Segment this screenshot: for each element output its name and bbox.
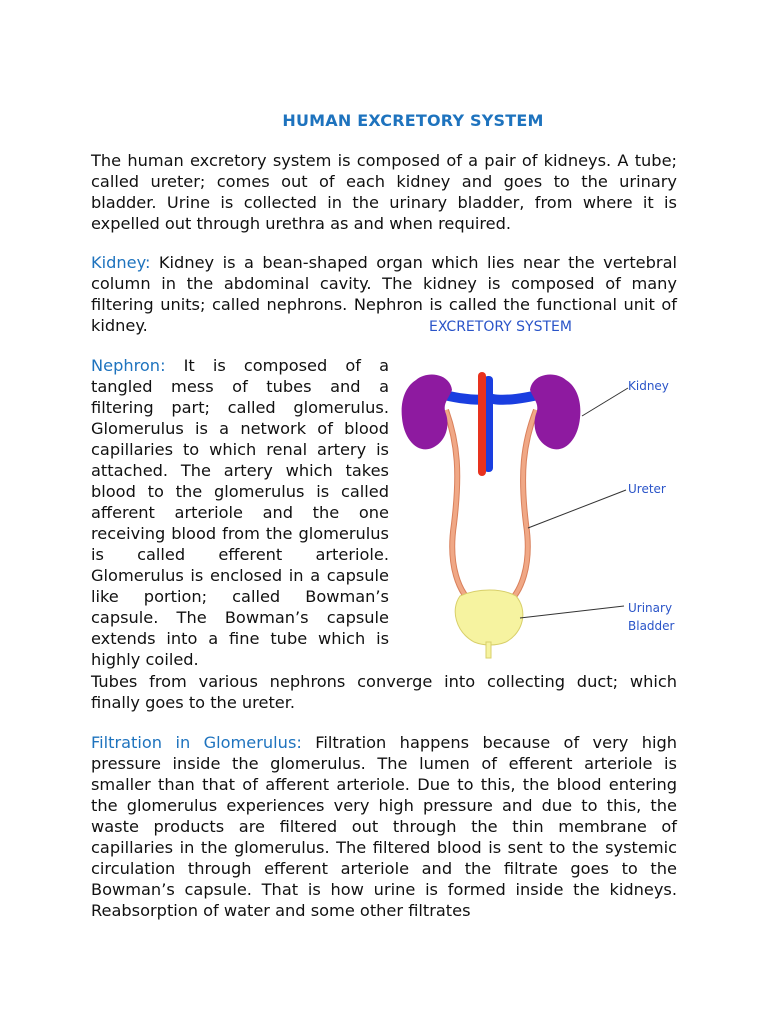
intro-paragraph: The human excretory system is composed of a pair of kidneys. A tube; called ureter; comes out of each kidney and goes to the urinary bladder. Urine is collected in the urinary bladder, from where it is expelled out through urethra as and when required. — [91, 151, 677, 233]
nephron-heading: Nephron: — [91, 356, 166, 375]
kidney-leader-line — [582, 388, 628, 416]
filtration-paragraph — [91, 732, 677, 921]
ureter-leader-line — [528, 490, 626, 528]
urinary-bladder — [455, 590, 523, 645]
nephron-text: It is composed of a tangled mess of tubes and a filtering part; called glomerulus. Glomerulus is a network of blood capillaries to which renal artery is attached. The artery which takes blood to the glomerulus is called afferent arteriole and the one receiving blood from the glomerulus is called efferent arteriole. Glomerulus is enclosed in a capsule like portion; called Bowman’s capsule. The Bowman’s capsule extends into a fine tube which is highly coiled. — [91, 356, 389, 669]
kidney-text: Kidney is a bean-shaped organ which lies near the vertebral column in the abdominal cavity. The kidney is composed of many filtering units; called nephrons. Nephron is called the functional unit of kidney. — [91, 253, 677, 335]
right-ureter — [504, 410, 536, 606]
kidney-heading: Kidney: — [91, 253, 151, 272]
nephron-continuation: Tubes from various nephrons converge into collecting duct; which finally goes to the ureter. — [91, 672, 677, 712]
left-ureter-outline — [446, 410, 476, 606]
urethra — [486, 642, 491, 658]
left-ureter — [446, 410, 476, 606]
figure-caption: EXCRETORY SYSTEM — [429, 319, 572, 335]
page-title: HUMAN EXCRETORY SYSTEM — [282, 111, 544, 130]
excretory-system-figure — [398, 314, 698, 664]
excretory-diagram — [398, 314, 698, 664]
kidney-label: Kidney — [628, 379, 669, 393]
bladder-label-line2: Bladder — [628, 619, 675, 633]
bladder-leader-line — [520, 606, 624, 618]
filtration-heading: Filtration in Glomerulus: — [91, 733, 302, 752]
right-kidney — [530, 375, 580, 450]
ureter-label: Ureter — [628, 482, 666, 496]
left-kidney — [402, 375, 452, 450]
bladder-label-line1: Urinary — [628, 601, 673, 615]
aorta — [478, 372, 486, 476]
filtration-text: Filtration happens because of very high pressure inside the glomerulus. The lumen of efferent arteriole is smaller than that of afferent arteriole. Due to this, the blood entering the glomerulus experiences very high pressure and due to this, the waste products are filtered out through the thin membrane of capillaries in the glomerulus. The filtered blood is sent to the systemic circulation through efferent arteriole and the filtrate goes to the Bowman’s capsule. That is how urine is formed inside the kidneys. Reabsorption of water and some other filtrates — [91, 733, 678, 920]
nephron-paragraph — [91, 355, 389, 670]
right-ureter-outline — [504, 410, 536, 606]
